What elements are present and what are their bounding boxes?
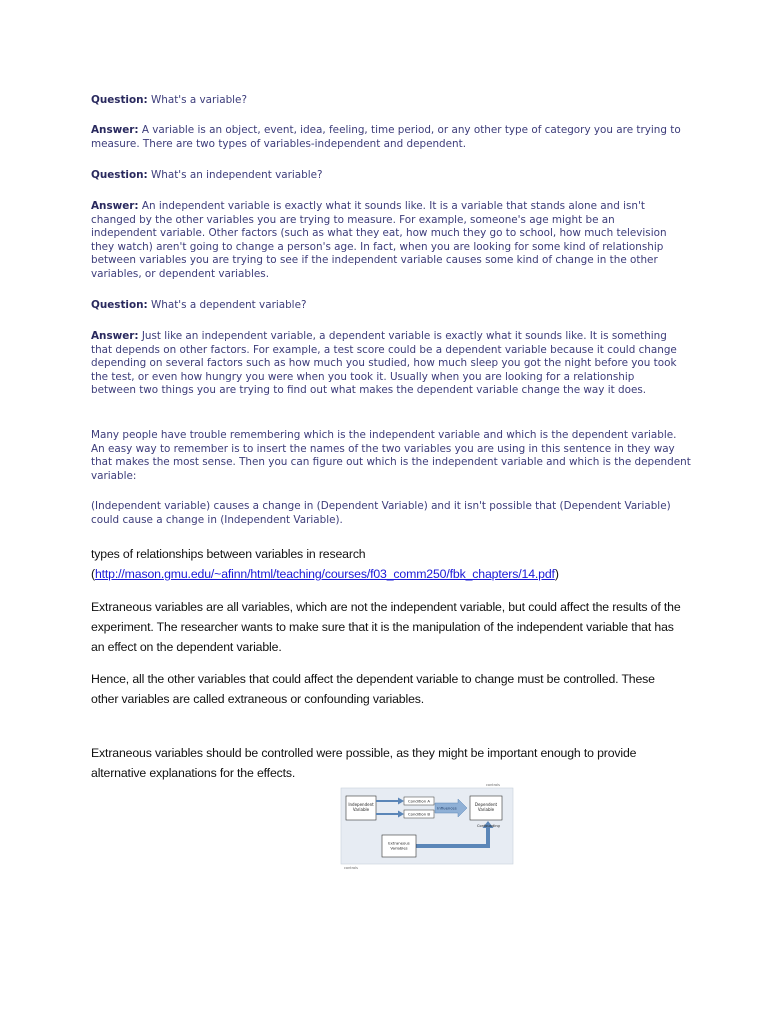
question-text: What's a variable? (147, 94, 247, 106)
independent-label-line-1: Independent (348, 802, 374, 807)
extraneous-variables-diagram (336, 780, 518, 872)
question-dependent-variable (91, 299, 681, 313)
condition-b-box (404, 810, 434, 818)
question-what-is-variable (91, 94, 681, 108)
question-label: Question: (91, 299, 148, 311)
independent-variable-box (346, 796, 376, 820)
reference-link[interactable]: http://mason.gmu.edu/~afinn/html/teaching/courses/f03_comm250/fbk_chapters/14.pdf (94, 567, 555, 581)
extraneous-paragraph: Extraneous variables are all variables, which are not the independent variable, but could affect the results of the experiment. The researcher wants to make sure that it is the manipulation of the independent variable that has an effect on the dependent variable. (91, 600, 681, 654)
answer-text: Just like an independent variable, a dependent variable is exactly what it sounds like. It is something that depends on other factors. For example, a test score could be a dependent variable because it could change depending on several factors such as how much you studied, how much sleep you got the night before you took the test, or even how hungry you were when you took it. Usually when you are looking for a relationship between two things you are trying to find out what makes the dependent variable change the way it does. (91, 330, 677, 397)
controls-top-label: controls (486, 783, 500, 787)
hence-paragraph: Hence, all the other variables that could affect the dependent variable to change must be controlled. These other variables are called extraneous or confounding variables. (91, 672, 655, 706)
answer-what-is-variable (91, 124, 681, 151)
dependent-label-line-1: Dependent (474, 802, 498, 807)
answer-label: Answer: (91, 200, 139, 212)
link-open-paren: ( (91, 567, 95, 581)
reference-line (91, 564, 681, 584)
question-label: Question: (91, 94, 148, 106)
answer-label: Answer: (91, 124, 139, 136)
confounding-label: Confounding (477, 824, 500, 828)
answer-dependent-variable (91, 330, 681, 398)
answer-independent-variable (91, 200, 681, 282)
question-independent-variable (91, 169, 681, 183)
link-close-paren: ) (554, 567, 559, 581)
condition-a-label: Condition A (408, 798, 430, 804)
answer-text: A variable is an object, event, idea, feeling, time period, or any other type of category you are trying to measure. There are two types of variables-independent and dependent. (91, 124, 681, 150)
types-heading: types of relationships between variables in research (91, 547, 366, 561)
types-heading-block (91, 544, 681, 584)
dependent-variable-box (470, 796, 502, 820)
answer-text: An independent variable is exactly what it sounds like. It is a variable that stands alone and isn't changed by the other variables you are trying to measure. For example, someone's age might be an independent variable. Other factors (such as what they eat, how much they go to school, how much television they watch) aren't going to change a person's age. In fact, when you are looking for some kind of relationship between variables you are trying to see if the independent variable causes some kind of change in the other variables, or dependent variables. (91, 200, 667, 280)
condition-a-box (404, 797, 434, 805)
controlled-paragraph: Extraneous variables should be controlled were possible, as they might be important enough to provide alternative explanations for the effects. (91, 746, 637, 780)
answer-label: Answer: (91, 330, 139, 342)
controls-bottom-label: controls (344, 866, 358, 870)
condition-b-label: Condition B (408, 811, 430, 817)
dependent-label-line-2: Variable (477, 807, 495, 812)
extraneous-label-line-2: Variables (390, 845, 408, 851)
question-text: What's a dependent variable? (147, 299, 307, 311)
question-label: Question: (91, 169, 148, 181)
influences-label: Influences (437, 805, 457, 811)
question-text: What's an independent variable? (147, 169, 323, 181)
independent-label-line-2: Variable (352, 807, 370, 812)
remember-paragraph: Many people have trouble remembering which is the independent variable and which is the dependent variable. An easy way to remember is to insert the names of the two variables you are using in this sentence in they way that makes the most sense. Then you can figure out which is the independent variable and which is the dependent variable: (91, 429, 691, 482)
extraneous-variables-box (382, 835, 416, 857)
extraneous-label-line-1: Extraneous (388, 840, 410, 846)
formula-paragraph: (Independent variable) causes a change in (Dependent Variable) and it isn't possible that (Dependent Variable) could cause a change in (Independent Variable). (91, 500, 671, 526)
